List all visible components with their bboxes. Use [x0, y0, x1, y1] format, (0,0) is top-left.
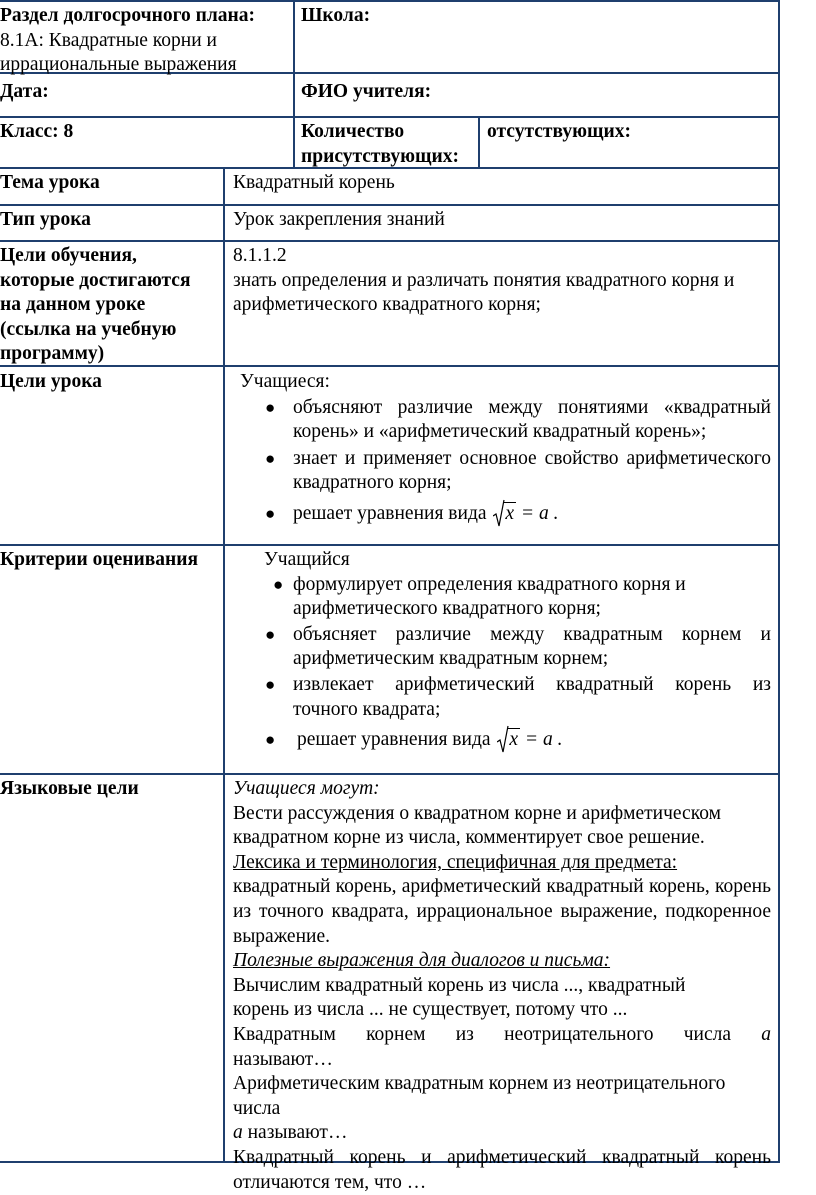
border-right [778, 0, 780, 1163]
phrase-1: Вычислим квадратный корень из числа ..., квадратный корень из числа ... не существует, потому что ... [233, 974, 686, 1021]
sqrt-expression [493, 502, 516, 527]
border-row2 [0, 116, 780, 118]
objectives-code: 8.1.1.2 [233, 245, 287, 266]
bullet-icon: ● [265, 448, 276, 468]
section-label: Раздел долгосрочного плана: [0, 5, 256, 26]
language-label: Языковые цели [0, 778, 139, 799]
objectives-text: знать определения и различать понятия квадратного корня и арифметического квадратного корня; [233, 269, 735, 316]
phrases-heading: Полезные выражения для диалогов и письма: [233, 950, 611, 972]
sqrt-expression [497, 728, 520, 753]
present-label: Количество присутствующих: [301, 121, 459, 167]
topic-value: Квадратный корень [233, 172, 395, 193]
teacher-label: ФИО учителя: [301, 81, 432, 102]
border-row4 [0, 204, 780, 206]
vocab-heading: Лексика и терминология, специфичная для предмета: [233, 851, 678, 873]
list-item [233, 447, 771, 496]
phrase-3-var: a [233, 1122, 243, 1144]
class-label: Класс: 8 [0, 121, 74, 142]
absent-label: отсутствующих: [487, 121, 631, 142]
language-cell [233, 777, 771, 1195]
list-item-text: решает уравнения вида [297, 729, 491, 751]
bullet-icon: ● [273, 574, 284, 594]
border-header-absent [478, 116, 480, 168]
border-row8 [0, 773, 780, 775]
phrase-3-end-line [233, 1121, 771, 1146]
criteria-list [233, 573, 771, 753]
section-value: 8.1А: Квадратные корни и иррациональные выражения [0, 29, 237, 76]
border-row7 [0, 544, 780, 546]
list-item [233, 673, 771, 722]
phrase-3-end: называют… [247, 1122, 348, 1144]
phrase-3-line: Арифметическим квадратным корнем из неотрицательного числа [233, 1073, 726, 1119]
list-item [233, 728, 771, 753]
phrase-4: Квадратный корень и арифметический квадратный корень отличаются тем, что … [233, 1146, 771, 1193]
radical-sign-icon [493, 498, 505, 528]
lesson-goals-list [233, 396, 771, 527]
objectives-label: Цели обучения, которые достигаются на данном уроке (ссылка на учебную программу) [0, 245, 191, 365]
equation-rest: = a . [520, 729, 563, 751]
vocab-text: квадратный корень, арифметический квадратный корень, корень из точного квадрата, иррациональное выражение, подкоренное выражение. [233, 876, 771, 947]
list-item-text: объясняет различие между квадратным корнем и арифметическим квадратным корнем; [293, 623, 771, 670]
objectives-cell [233, 244, 771, 318]
list-item-text: извлекает арифметический квадратный корень из точного квадрата; [293, 673, 771, 720]
list-item [233, 573, 771, 622]
list-item [233, 502, 771, 527]
list-item [233, 396, 771, 445]
list-item-text: решает уравнения вида [293, 502, 487, 524]
type-value: Урок закрепления знаний [233, 209, 445, 230]
phrase-2-line [233, 1023, 771, 1048]
lesson-goals-intro: Учащиеся: [240, 371, 330, 392]
bullet-icon: ● [265, 674, 276, 694]
type-label: Тип урока [0, 209, 91, 230]
list-item-text: объясняют различие между понятиями «квадратный корень» и «арифметический квадратный корень»; [293, 396, 771, 443]
language-paragraph: Вести рассуждения о квадратном корне и арифметическом квадратном корне из числа, комментирует свое решение. [233, 802, 721, 849]
phrase-2-text: Квадратным корнем из неотрицательного числа [233, 1023, 731, 1045]
date-label: Дата: [0, 81, 49, 102]
border-row5 [0, 240, 780, 242]
radical-sign-icon [497, 724, 509, 754]
equation-rest: = a . [516, 502, 559, 524]
border-body-mid [223, 167, 225, 1163]
bullet-icon: ● [265, 730, 276, 750]
criteria-label: Критерии оценивания [0, 549, 199, 570]
phrase-2-var: a [761, 1023, 771, 1045]
list-item-text: знает и применяет основное свойство арифметического квадратного корня; [293, 447, 771, 494]
bullet-icon: ● [265, 503, 276, 523]
border-header-mid [293, 0, 295, 168]
border-top [0, 0, 780, 2]
section-cell [0, 4, 290, 78]
criteria-intro: Учащийся [264, 549, 350, 570]
lesson-goals-label: Цели урока [0, 371, 102, 392]
bullet-icon: ● [265, 624, 276, 644]
lesson-goals-cell [233, 370, 771, 527]
list-item [233, 623, 771, 672]
bullet-icon: ● [265, 397, 276, 417]
phrase-2-end: называют… [233, 1048, 333, 1070]
criteria-cell [233, 548, 771, 753]
topic-label: Тема урока [0, 172, 100, 193]
radicand: x [505, 502, 515, 524]
school-label: Школа: [301, 5, 371, 26]
radicand: x [509, 729, 519, 751]
students-can: Учащиеся могут: [233, 778, 380, 799]
list-item-text: формулирует определения квадратного корня и арифметического квадратного корня; [293, 573, 686, 620]
